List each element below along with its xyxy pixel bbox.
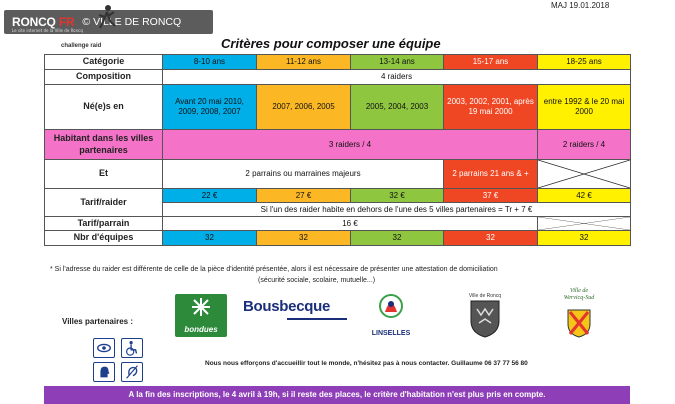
wervicq-name: Ville de Wervicq-Sud	[563, 288, 595, 301]
et-red: 2 parrains 21 ans & +	[444, 160, 538, 189]
tarif-cell: 27 €	[257, 189, 351, 203]
row-composition	[45, 70, 631, 85]
habitant-main: 3 raiders / 4	[163, 130, 538, 160]
cross-icon	[538, 160, 630, 188]
accessibility-icons	[93, 338, 145, 384]
nbr-cell: 32	[257, 231, 351, 246]
wervicq-logo	[552, 288, 606, 338]
tarif-note: Si l'un des raider habite en dehors de l'une des 5 villes partenaires = Tr + 7 €	[163, 203, 631, 217]
challenge-raid-logo: challenge raid	[61, 43, 102, 49]
bousbecque-underline	[287, 318, 347, 320]
tarif-cell: 37 €	[444, 189, 538, 203]
site-brand: RONCQ FR	[12, 15, 75, 29]
contact-text: Nous nous efforçons d'accueillir tout le monde, n'hésitez pas à nous contacter. Guillaume 06 37 77 56 80	[205, 360, 528, 367]
et-main: 2 parrains ou marraines majeurs	[163, 160, 444, 189]
linselles-logo	[365, 292, 417, 338]
nbr-cell: 32	[163, 231, 257, 246]
label-tarif-raider: Tarif/raider	[45, 189, 163, 217]
footnote-line1: * Si l'adresse du raider est différente de celle de la pièce d'identité présentée, alors il est nécessaire de présenter une attestation de domiciliation	[50, 266, 498, 273]
bondues-name: bondues	[184, 325, 218, 334]
bottom-notice: A la fin des inscriptions, le 4 avril à 19h, si il reste des places, le critère d'habitation n'est plus pris en compte.	[44, 386, 630, 404]
nes-cell: 2005, 2004, 2003	[351, 85, 444, 130]
label-habitant: Habitant dans les villes partenaires	[45, 130, 163, 160]
cross-cell	[538, 160, 631, 189]
roncq-logo	[467, 293, 503, 339]
nbr-cell: 32	[538, 231, 631, 246]
row-tarif-raider	[45, 189, 631, 203]
hearing-icon	[121, 362, 143, 382]
habitant-last: 2 raiders / 4	[538, 130, 631, 160]
label-composition: Composition	[45, 70, 163, 85]
page-title: Critères pour composer une équipe	[221, 36, 441, 51]
partners-label: Villes partenaires :	[62, 317, 133, 326]
row-nbr	[45, 231, 631, 246]
tarif-cell: 42 €	[538, 189, 631, 203]
nes-cell: entre 1992 & le 20 mai 2000	[538, 85, 631, 130]
bondues-logo	[175, 294, 227, 337]
roncq-name: Ville de Roncq	[468, 293, 502, 299]
copyright-text: © VILLE DE RONCQ	[82, 16, 182, 28]
nes-cell: 2007, 2006, 2005	[257, 85, 351, 130]
update-date: MAJ 19.01.2018	[551, 1, 610, 10]
bousbecque-logo	[243, 298, 330, 315]
cross-icon	[538, 217, 630, 230]
head-icon	[93, 362, 115, 382]
roncq-shield-icon	[467, 293, 503, 339]
row-tarif-parrain	[45, 217, 631, 231]
cat-cell: 11-12 ans	[257, 55, 351, 70]
row-nes	[45, 85, 631, 130]
label-tarif-parrain: Tarif/parrain	[45, 217, 163, 231]
raider-figure-icon	[96, 4, 118, 38]
row-et	[45, 160, 631, 189]
cat-cell: 13-14 ans	[351, 55, 444, 70]
cross-cell	[538, 217, 631, 231]
cat-cell: 15-17 ans	[444, 55, 538, 70]
eye-icon	[93, 338, 115, 358]
tarif-parrain-value: 16 €	[163, 217, 538, 231]
linselles-name: LINSELLES	[371, 330, 411, 337]
flower-icon	[191, 297, 211, 317]
cat-cell: 8-10 ans	[163, 55, 257, 70]
wheelchair-icon	[121, 338, 143, 358]
tarif-cell: 22 €	[163, 189, 257, 203]
nbr-cell: 32	[351, 231, 444, 246]
bousbecque-name: Bousbecque	[243, 298, 331, 315]
tarif-cell: 32 €	[351, 189, 444, 203]
row-categorie	[45, 55, 631, 70]
cat-cell: 18-25 ans	[538, 55, 631, 70]
label-categorie: Catégorie	[45, 55, 163, 70]
footnote-line2: (sécurité sociale, scolaire, mutuelle...)	[258, 276, 376, 284]
nes-cell: Avant 20 mai 2010, 2009, 2008, 2007	[163, 85, 257, 130]
footnote	[50, 265, 630, 286]
composition-value: 4 raiders	[163, 70, 631, 85]
site-tagline: Le site internet de la Ville de Roncq	[12, 28, 83, 33]
label-et: Et	[45, 160, 163, 189]
criteria-table	[44, 54, 631, 246]
nbr-cell: 32	[444, 231, 538, 246]
label-nbr: Nbr d'équipes	[45, 231, 163, 246]
nes-cell: 2003, 2002, 2001, après 19 mai 2000	[444, 85, 538, 130]
label-nes: Né(e)s en	[45, 85, 163, 130]
row-habitant	[45, 130, 631, 160]
